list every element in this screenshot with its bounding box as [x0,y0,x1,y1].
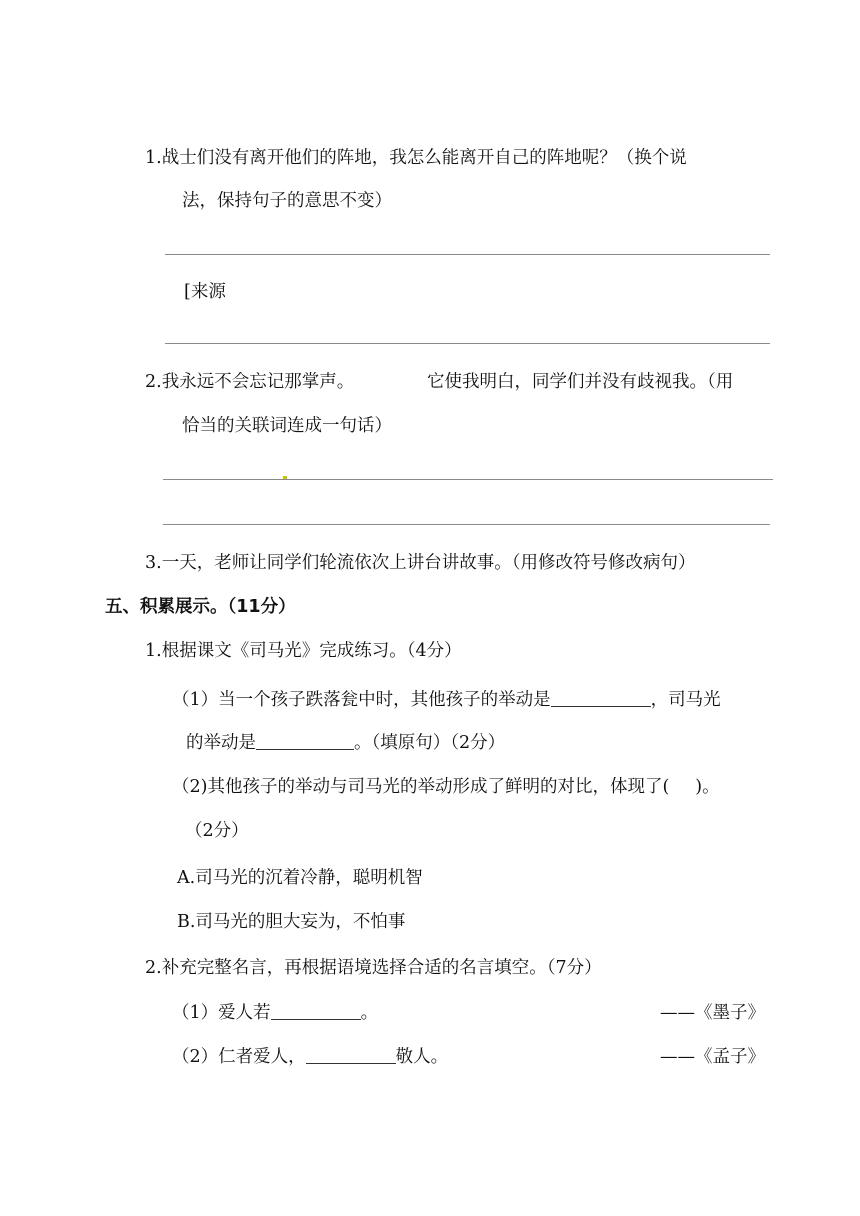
option-a: A.司马光的沉着冷静，聪明机智 [177,868,423,888]
q2-answer-line-1[interactable] [163,479,773,480]
item2-q2-text-b: 敬人。 [395,1047,449,1067]
item1-sub1-line1 [172,688,721,712]
item1-sub2-line1 [172,775,720,799]
q1-answer-line-2[interactable] [165,343,770,344]
q1-text-line2: 法，保持句子的意思不变） [182,191,392,211]
item1-sub2-text-a: （2)其他孩子的举动与司马光的举动形成了鲜明的对比，体现了( [172,777,670,797]
item1-title: 1.根据课文《司马光》完成练习。（4分） [145,641,462,661]
item2-q1-blank[interactable] [271,1001,361,1020]
item1-sub2-score: （2分） [185,821,249,841]
item2-q2-text-a: （2）仁者爱人， [172,1047,306,1067]
item1-sub1-text-d: 。（填原句）（2分） [354,733,506,753]
item2-q2-source: ——《孟子》 [660,1047,765,1067]
item1-sub2-text-b: )。 [695,777,720,797]
q3-text: 3.一天，老师让同学们轮流依次上讲台讲故事。（用修改符号修改病句） [145,553,696,573]
item1-sub1-text-a: （1）当一个孩子跌落瓮中时，其他孩子的举动是 [172,690,551,710]
item1-sub1-blank-2[interactable] [256,731,354,750]
q1-answer-line-1[interactable] [165,254,770,255]
item2-title: 2.补充完整名言，再根据语境选择合适的名言填空。（7分） [145,958,602,978]
q2-answer-line-2[interactable] [163,524,770,525]
q2-text-line2: 恰当的关联词连成一句话） [182,416,392,436]
item2-q2-blank[interactable] [306,1045,396,1064]
item2-q1-text-b: 。 [360,1003,379,1023]
item1-sub1-text-b: ，司马光 [650,690,721,710]
item1-sub1-text-c: 的举动是 [186,733,256,753]
q1-source-note: [来源 [184,282,226,302]
item1-sub1-line2 [186,731,505,755]
stray-mark [283,476,287,479]
q2-text-part-b: 它使我明白，同学们并没有歧视我。（用 [427,372,734,392]
option-b: B.司马光的胆大妄为，不怕事 [177,912,406,932]
item2-q1-text-a: （1）爱人若 [172,1003,271,1023]
item1-sub1-blank-1[interactable] [551,688,651,707]
item2-q1-source: ——《墨子》 [660,1003,765,1023]
item2-q2 [172,1045,448,1069]
section5-heading: 五、积累展示。（11分） [105,597,296,617]
item2-q1 [172,1001,378,1025]
q2-text-part-a: 2.我永远不会忘记那掌声。 [145,372,355,392]
q1-text-line1: 1.战士们没有离开他们的阵地，我怎么能离开自己的阵地呢？（换个说 [145,148,687,168]
